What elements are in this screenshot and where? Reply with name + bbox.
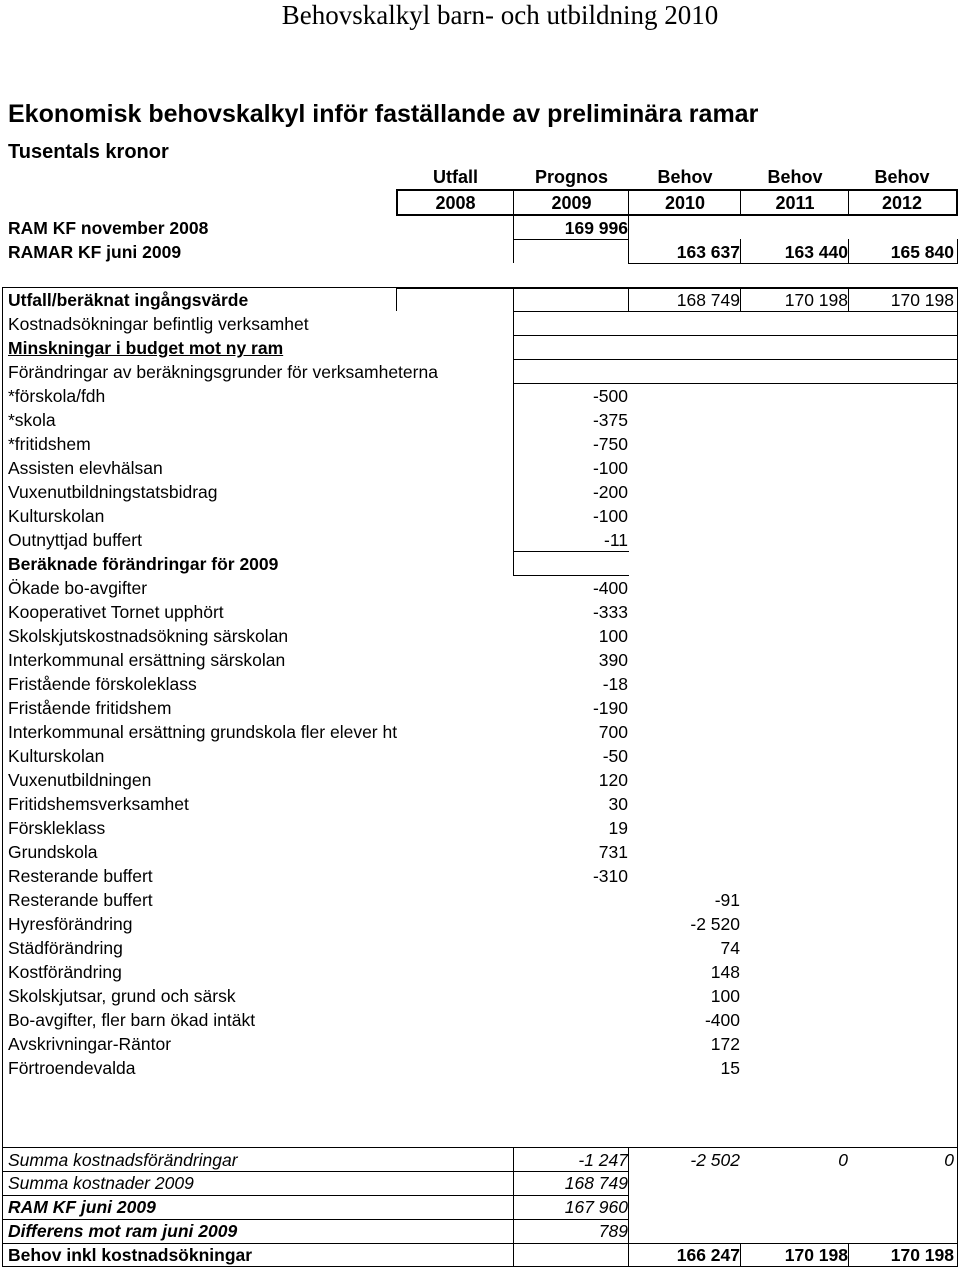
column-year-2010: 2010 <box>664 193 706 213</box>
table-row <box>0 576 960 600</box>
row-label: Förskleklass <box>8 818 106 838</box>
cell-2012: 170 198 <box>890 290 954 310</box>
row-label: Kulturskolan <box>8 506 105 526</box>
row-label: RAMAR KF juni 2009 <box>8 242 182 262</box>
cell-2010: 15 <box>720 1058 740 1078</box>
summary-divider <box>513 1147 514 1267</box>
cell-2009: -400 <box>592 578 628 598</box>
row-label: Beräknade förändringar för 2009 <box>8 554 279 574</box>
table-row <box>0 528 960 552</box>
row-label: Utfall/beräknat ingångsvärde <box>8 290 249 310</box>
cell-2009: 168 749 <box>564 1173 628 1193</box>
row-label: Summa kostnadsförändringar <box>8 1150 238 1170</box>
cell-2009: -11 <box>604 530 628 550</box>
cell-2009: 120 <box>598 770 628 790</box>
row-label: Fritidshemsverksamhet <box>8 794 189 814</box>
table-row <box>0 1032 960 1056</box>
table-row <box>0 696 960 720</box>
cell-2009: -50 <box>602 746 628 766</box>
row-label: *skola <box>8 410 56 430</box>
row-label: Kostförändring <box>8 962 122 982</box>
cell-2011: 170 198 <box>784 290 848 310</box>
table-row <box>0 912 960 936</box>
summary-rule <box>2 1195 629 1196</box>
table-row <box>0 960 960 984</box>
cell-2009: 100 <box>598 626 628 646</box>
summary-rule <box>2 1243 958 1244</box>
summary-row <box>0 1195 960 1219</box>
table-row <box>0 792 960 816</box>
table-row <box>0 432 960 456</box>
column-year-2011: 2011 <box>775 193 815 213</box>
summary-row <box>0 1148 960 1172</box>
row-label: Förtroendevalda <box>8 1058 136 1078</box>
cell-2009: 731 <box>598 842 628 862</box>
row-label: Minskningar i budget mot ny ram <box>8 338 284 358</box>
cell-2010: 163 637 <box>676 242 740 262</box>
table-row <box>0 552 960 576</box>
cell-2009: -200 <box>592 482 628 502</box>
row-label: Avskrivningar-Räntor <box>8 1034 172 1054</box>
table-row <box>0 624 960 648</box>
row-label: Resterande buffert <box>8 866 153 886</box>
cell-2010: -2 502 <box>690 1150 740 1170</box>
table-row <box>0 888 960 912</box>
table-row <box>0 864 960 888</box>
cell-2010: 172 <box>710 1034 740 1054</box>
cell-2010: -400 <box>704 1010 740 1030</box>
row-label: Vuxenutbildningen <box>8 770 152 790</box>
cell-2010: 148 <box>710 962 740 982</box>
row-label: Ökade bo-avgifter <box>8 578 148 598</box>
row-label: Interkommunal ersättning särskolan <box>8 650 286 670</box>
table-row <box>0 336 960 360</box>
cell-2009: 390 <box>598 650 628 670</box>
table-row <box>0 984 960 1008</box>
cell-2011: 0 <box>838 1150 848 1170</box>
row-label: RAM KF november 2008 <box>8 218 209 238</box>
row-label: RAM KF juni 2009 <box>8 1197 156 1217</box>
cell-2009: 169 996 <box>564 218 628 238</box>
row-label: Fristående förskoleklass <box>8 674 197 694</box>
cell-2009: -190 <box>592 698 628 718</box>
row-label: Kulturskolan <box>8 746 105 766</box>
cell-2009: 167 960 <box>564 1197 628 1217</box>
column-kind-behov-2010: Behov <box>657 167 713 187</box>
table-row <box>0 936 960 960</box>
table-row <box>0 312 960 336</box>
row-label: Assisten elevhälsan <box>8 458 163 478</box>
cell-2009: 789 <box>598 1221 628 1241</box>
row-label: Bo-avgifter, fler barn ökad intäkt <box>8 1010 256 1030</box>
table-row <box>0 1008 960 1032</box>
cell-2009: 30 <box>608 794 628 814</box>
table-row <box>0 480 960 504</box>
column-year-2009: 2009 <box>551 193 592 213</box>
cell-2009: 700 <box>598 722 628 742</box>
summary-rule <box>2 1219 629 1220</box>
row-label: Outnyttjad buffert <box>8 530 142 550</box>
cell-2009: -500 <box>592 386 628 406</box>
cell-2012: 165 840 <box>890 242 954 262</box>
cell-2009: -100 <box>592 506 628 526</box>
summary-row <box>0 1243 960 1267</box>
column-kind-behov-2012: Behov <box>874 167 930 187</box>
document-title: Behovskalkyl barn- och utbildning 2010 <box>281 0 719 30</box>
table-row <box>0 600 960 624</box>
cell-2012: 170 198 <box>890 1245 954 1265</box>
column-year-2008: 2008 <box>435 193 476 213</box>
cell-2009: -375 <box>592 410 628 430</box>
page-heading: Ekonomisk behovskalkyl inför faställande av preliminära ramar <box>8 100 759 128</box>
column-kind-utfall: Utfall <box>433 167 478 187</box>
table-row <box>0 360 960 384</box>
cell-2009: -750 <box>592 434 628 454</box>
row-label: Summa kostnader 2009 <box>8 1173 194 1193</box>
table-row <box>0 408 960 432</box>
cell-2010: -2 520 <box>690 914 740 934</box>
row-label: *förskola/fdh <box>8 386 106 406</box>
summary-row <box>0 1219 960 1243</box>
row-label: *fritidshem <box>8 434 91 454</box>
unit-subheading: Tusentals kronor <box>8 141 169 163</box>
table-row <box>0 768 960 792</box>
cell-2009: 19 <box>608 818 628 838</box>
cell-2010: -91 <box>714 890 740 910</box>
table-row <box>0 720 960 744</box>
cell-2009: -333 <box>592 602 628 622</box>
cell-2010: 100 <box>710 986 740 1006</box>
table-row <box>0 504 960 528</box>
table-row <box>0 1056 960 1080</box>
row-label: Grundskola <box>8 842 98 862</box>
summary-divider <box>848 1243 849 1267</box>
cell-2009: -100 <box>592 458 628 478</box>
cell-2012: 0 <box>944 1150 954 1170</box>
row-label: Vuxenutbildningstatsbidrag <box>8 482 218 502</box>
summary-divider <box>628 1147 629 1267</box>
cell-2010: 74 <box>720 938 740 958</box>
row-label: Differens mot ram juni 2009 <box>8 1221 238 1241</box>
table-row <box>0 648 960 672</box>
cell-2010: 166 247 <box>676 1245 740 1265</box>
row-label: Skolskjutskostnadsökning särskolan <box>8 626 289 646</box>
cell-2009: -310 <box>592 866 628 886</box>
table-row <box>0 816 960 840</box>
cell-2011: 170 198 <box>784 1245 848 1265</box>
row-label: Förändringar av beräkningsgrunder för verksamheterna <box>8 362 438 382</box>
row-label: Kostnadsökningar befintlig verksamhet <box>8 314 309 334</box>
table-row <box>0 744 960 768</box>
cell-2009: -18 <box>602 674 628 694</box>
table-row <box>0 840 960 864</box>
summary-rule <box>2 1171 629 1172</box>
row-label: Fristående fritidshem <box>8 698 172 718</box>
table-row <box>0 384 960 408</box>
ram-row <box>0 240 960 264</box>
table-row <box>0 672 960 696</box>
cell-2011: 163 440 <box>784 242 848 262</box>
table-row <box>0 288 960 312</box>
row-label: Interkommunal ersättning grundskola fler elever ht <box>8 722 398 742</box>
row-label: Resterande buffert <box>8 890 153 910</box>
row-label: Hyresförändring <box>8 914 133 934</box>
table-row <box>0 456 960 480</box>
row-label: Behov inkl kostnadsökningar <box>8 1245 253 1265</box>
row-label: Skolskjutsar, grund och särsk <box>8 986 236 1006</box>
row-label: Städförändring <box>8 938 123 958</box>
cell-2009: -1 247 <box>578 1150 628 1170</box>
summary-row <box>0 1171 960 1195</box>
column-year-2012: 2012 <box>881 193 923 213</box>
summary-divider <box>740 1243 741 1267</box>
column-kind-behov-2011: Behov <box>767 167 823 187</box>
column-kind-prognos: Prognos <box>534 167 608 187</box>
cell-2010: 168 749 <box>676 290 740 310</box>
row-label: Kooperativet Tornet upphört <box>8 602 224 622</box>
ram-row <box>0 216 960 240</box>
